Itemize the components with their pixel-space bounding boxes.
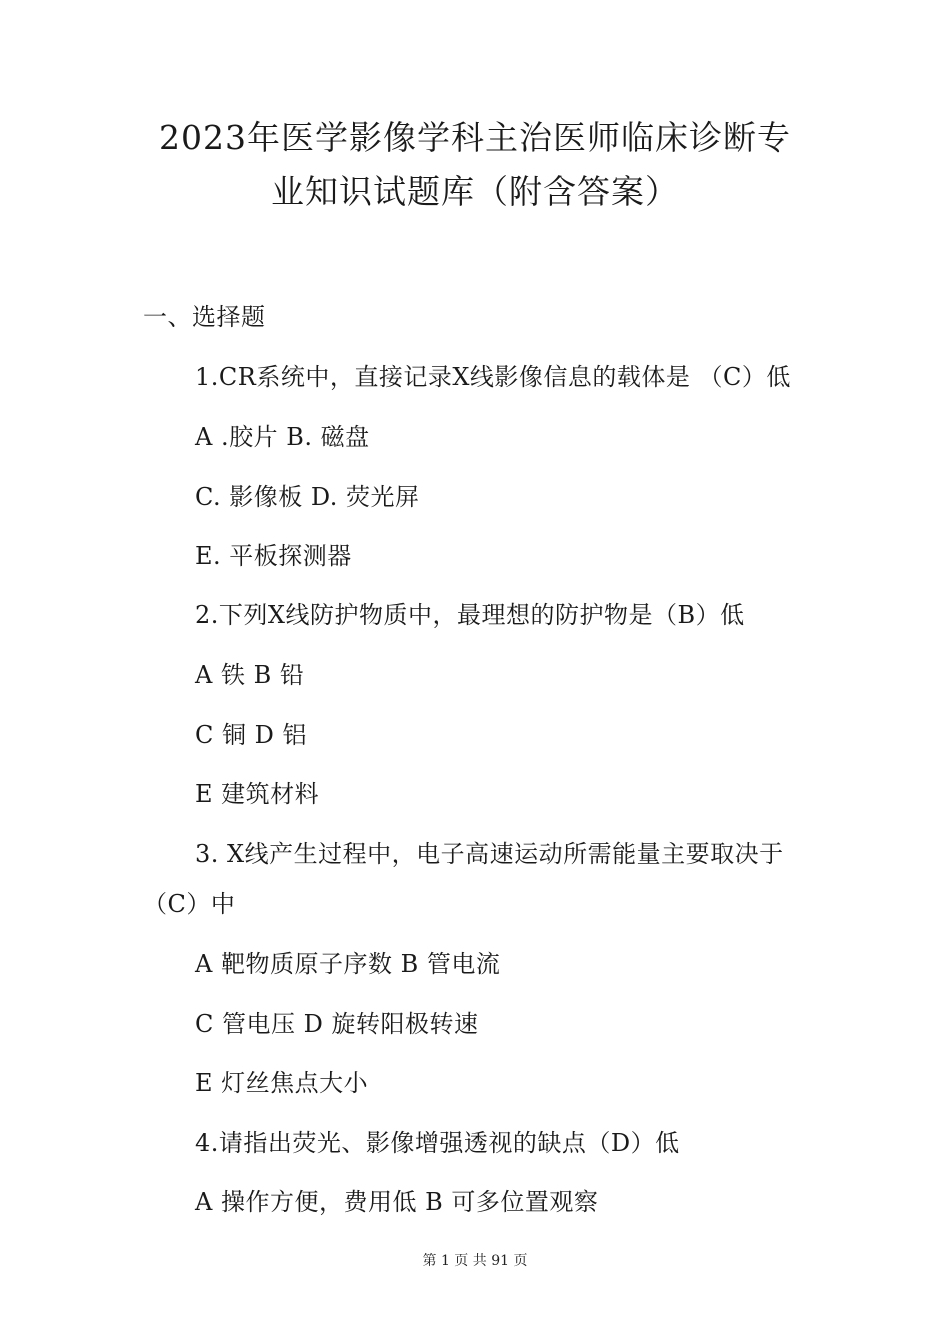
question-3-options-ab: A 靶物质原子序数 B 管电流 bbox=[195, 950, 501, 978]
page-footer: 第 1 页 共 91 页 bbox=[422, 1253, 528, 1269]
question-2-option-e: E 建筑材料 bbox=[195, 780, 320, 808]
question-3-options-cd: C 管电压 D 旋转阳极转速 bbox=[195, 1010, 479, 1038]
question-1-option-e: E. 平板探测器 bbox=[195, 542, 352, 570]
question-2-text: 2.下列X线防护物质中，最理想的防护物是（B）低 bbox=[195, 601, 745, 629]
question-1-text: 1.CR系统中，直接记录X线影像信息的载体是 （C）低 bbox=[195, 363, 791, 391]
section-heading: 一、选择题 bbox=[143, 303, 266, 331]
question-3-text: 3. X线产生过程中，电子高速运动所需能量主要取决于 bbox=[195, 840, 784, 868]
question-1-options-ab: A .胶片 B. 磁盘 bbox=[195, 423, 370, 451]
question-1-options-cd: C. 影像板 D. 荧光屏 bbox=[195, 483, 420, 511]
question-2-options-cd: C 铜 D 铝 bbox=[195, 721, 307, 749]
question-3-option-e: E 灯丝焦点大小 bbox=[195, 1069, 369, 1097]
question-4-text: 4.请指出荧光、影像增强透视的缺点（D）低 bbox=[195, 1129, 680, 1157]
question-3-text-continued: （C）中 bbox=[143, 890, 236, 918]
document-title-line-1: 2023年医学影像学科主治医师临床诊断专 bbox=[159, 118, 791, 157]
question-2-options-ab: A 铁 B 铅 bbox=[195, 661, 305, 689]
question-4-options-ab: A 操作方便，费用低 B 可多位置观察 bbox=[195, 1188, 599, 1216]
document-title-line-2: 业知识试题库（附含答案） bbox=[271, 172, 679, 211]
